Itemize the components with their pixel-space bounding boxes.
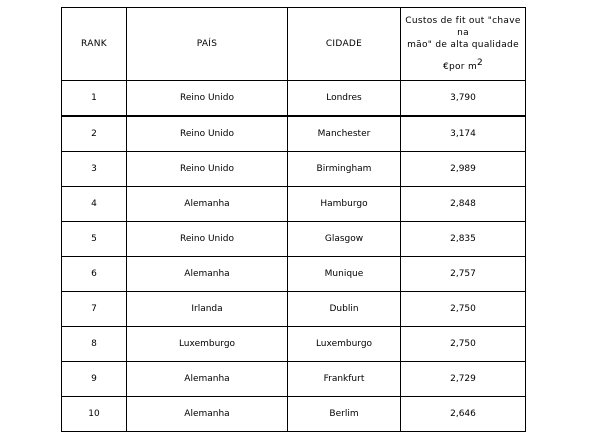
header-country: PAÍS [127,8,288,81]
country-cell: Alemanha [127,362,288,397]
country-cell: Reino Unido [127,152,288,187]
header-cost-unit-text: €por m [442,62,478,72]
header-cost-line1: Custos de fit out "chave na [405,16,521,38]
header-rank: RANK [62,8,127,81]
rank-cell: 1 [62,81,127,117]
rank-cell: 6 [62,257,127,292]
table-row [62,292,526,327]
header-cost-line2: mão" de alta qualidade [407,40,519,50]
country-cell: Luxemburgo [127,327,288,362]
city-cell: Glasgow [288,222,401,257]
rank-cell: 2 [62,116,127,152]
table-row [62,81,526,117]
table-row [62,327,526,362]
city-cell: Dublin [288,292,401,327]
country-cell: Alemanha [127,257,288,292]
cost-cell: 2,750 [401,327,526,362]
rank-cell: 5 [62,222,127,257]
rank-cell: 8 [62,327,127,362]
table-row [62,257,526,292]
rank-cell: 3 [62,152,127,187]
country-cell: Alemanha [127,187,288,222]
table-body [62,81,526,432]
header-city: CIDADE [288,8,401,81]
rank-cell: 4 [62,187,127,222]
table-row [62,187,526,222]
country-cell: Reino Unido [127,81,288,117]
cost-cell: 2,989 [401,152,526,187]
header-cost-unit [403,57,523,73]
cost-cell: 2,729 [401,362,526,397]
table-header [62,8,526,81]
rank-cell: 9 [62,362,127,397]
cost-cell: 2,835 [401,222,526,257]
country-cell: Reino Unido [127,116,288,152]
city-cell: Manchester [288,116,401,152]
country-cell: Reino Unido [127,222,288,257]
table-row [62,152,526,187]
city-cell: Berlim [288,397,401,432]
city-cell: Luxemburgo [288,327,401,362]
header-cost-unit-sup: 2 [477,58,484,68]
table-row [62,116,526,152]
city-cell: Hamburgo [288,187,401,222]
city-cell: Birmingham [288,152,401,187]
rank-cell: 7 [62,292,127,327]
table-row [62,397,526,432]
city-cell: Londres [288,81,401,117]
city-cell: Frankfurt [288,362,401,397]
country-cell: Alemanha [127,397,288,432]
cost-cell: 3,790 [401,81,526,117]
rank-cell: 10 [62,397,127,432]
city-cell: Munique [288,257,401,292]
header-cost [401,8,526,81]
header-row [62,8,526,81]
cost-cell: 2,848 [401,187,526,222]
cost-cell: 2,646 [401,397,526,432]
cost-cell: 3,174 [401,116,526,152]
fit-out-cost-ranking-table [61,7,526,432]
cost-cell: 2,757 [401,257,526,292]
table-row [62,222,526,257]
country-cell: Irlanda [127,292,288,327]
cost-cell: 2,750 [401,292,526,327]
table-row [62,362,526,397]
